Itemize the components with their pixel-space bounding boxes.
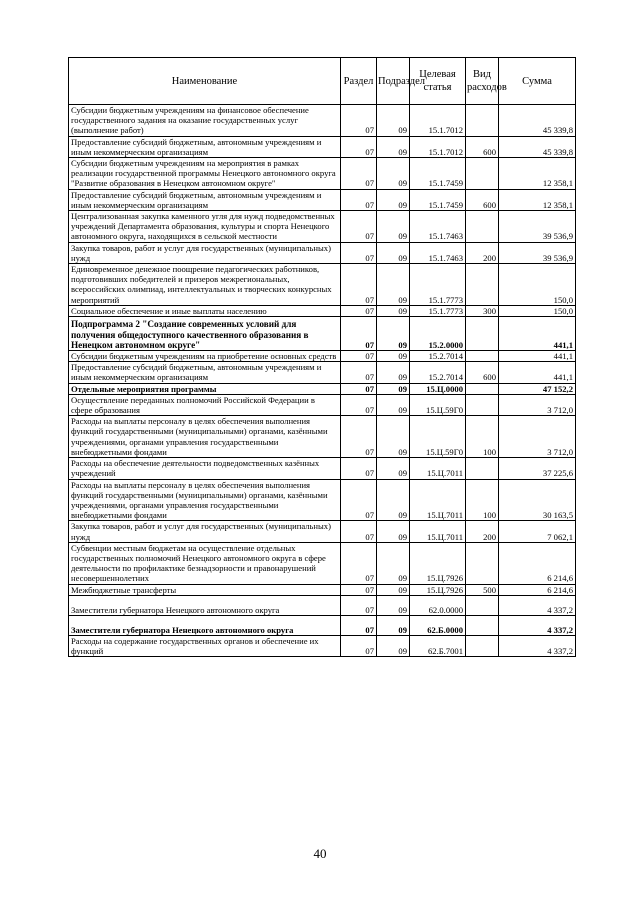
- row-subsection: 09: [377, 362, 410, 383]
- row-kind: 600: [466, 136, 499, 157]
- row-subsection: 09: [377, 305, 410, 316]
- row-name: Отдельные мероприятия программы: [69, 383, 341, 394]
- row-name: Осуществление переданных полномочий Российской Федерации в сфере образования: [69, 394, 341, 415]
- row-target: 15.Ц.0000: [410, 383, 466, 394]
- row-subsection: 09: [377, 479, 410, 521]
- row-section: 07: [341, 158, 377, 190]
- table-body: [69, 105, 576, 657]
- row-kind: 100: [466, 479, 499, 521]
- row-name: Расходы на выплаты персоналу в целях обеспечения выполнения функций государственными (муниципальными) органами, казёнными учреждениями, органами управления государственными внебюджетными фондами: [69, 416, 341, 458]
- row-section: 07: [341, 242, 377, 263]
- row-sum: 4 337,2: [499, 615, 576, 635]
- row-subsection: 09: [377, 158, 410, 190]
- table-row: [69, 189, 576, 210]
- row-kind: 200: [466, 242, 499, 263]
- table-row: [69, 416, 576, 458]
- table-row: [69, 542, 576, 584]
- table-row: [69, 158, 576, 190]
- row-name: Субсидии бюджетным учреждениям на приобретение основных средств: [69, 351, 341, 362]
- table-row: [69, 305, 576, 316]
- row-subsection: 09: [377, 189, 410, 210]
- row-kind: [466, 542, 499, 584]
- table-row: [69, 317, 576, 351]
- header-target: Целевая статья: [410, 58, 466, 105]
- row-name: Закупка товаров, работ и услуг для государственных (муниципальных) нужд: [69, 242, 341, 263]
- row-sum: 441,1: [499, 317, 576, 351]
- table-row: [69, 521, 576, 542]
- row-section: 07: [341, 635, 377, 656]
- row-sum: 39 536,9: [499, 211, 576, 243]
- header-name: Наименование: [69, 58, 341, 105]
- row-sum: 12 358,1: [499, 189, 576, 210]
- row-target: 15.Ц.7926: [410, 584, 466, 595]
- row-subsection: 09: [377, 211, 410, 243]
- row-subsection: 09: [377, 351, 410, 362]
- row-target: 15.1.7459: [410, 158, 466, 190]
- row-name: Предоставление субсидий бюджетным, автономным учреждениям и иным некоммерческим организациям: [69, 136, 341, 157]
- row-sum: 150,0: [499, 305, 576, 316]
- row-target: 15.Ц.59Г0: [410, 416, 466, 458]
- row-subsection: 09: [377, 542, 410, 584]
- row-sum: 45 339,8: [499, 136, 576, 157]
- row-subsection: 09: [377, 105, 410, 137]
- row-subsection: 09: [377, 383, 410, 394]
- row-sum: 47 152,2: [499, 383, 576, 394]
- row-target: 62.0.0000: [410, 595, 466, 615]
- budget-sheet: [68, 57, 575, 657]
- row-section: 07: [341, 383, 377, 394]
- table-row: [69, 394, 576, 415]
- row-section: 07: [341, 105, 377, 137]
- row-kind: [466, 317, 499, 351]
- row-subsection: 09: [377, 595, 410, 615]
- row-name: Субсидии бюджетным учреждениям на финансовое обеспечение государственного задания на оказание государственных услуг (выполнение работ): [69, 105, 341, 137]
- row-kind: [466, 615, 499, 635]
- table-row: [69, 264, 576, 306]
- row-kind: 500: [466, 584, 499, 595]
- row-sum: 150,0: [499, 264, 576, 306]
- row-sum: 3 712,0: [499, 416, 576, 458]
- row-section: 07: [341, 458, 377, 479]
- header-section: Раздел: [341, 58, 377, 105]
- row-section: 07: [341, 521, 377, 542]
- row-section: 07: [341, 416, 377, 458]
- row-subsection: 09: [377, 521, 410, 542]
- row-subsection: 09: [377, 584, 410, 595]
- row-kind: [466, 595, 499, 615]
- row-sum: 4 337,2: [499, 635, 576, 656]
- row-section: 07: [341, 189, 377, 210]
- row-name: Заместители губернатора Ненецкого автономного округа: [69, 595, 341, 615]
- row-name: Расходы на обеспечение деятельности подведомственных казённых учреждений: [69, 458, 341, 479]
- row-section: 07: [341, 305, 377, 316]
- table-row: [69, 242, 576, 263]
- row-kind: 600: [466, 362, 499, 383]
- row-sum: 7 062,1: [499, 521, 576, 542]
- row-target: 15.Ц.7011: [410, 521, 466, 542]
- row-sum: 37 225,6: [499, 458, 576, 479]
- row-kind: [466, 383, 499, 394]
- row-target: 15.Ц.7926: [410, 542, 466, 584]
- row-target: 15.1.7463: [410, 211, 466, 243]
- row-kind: [466, 105, 499, 137]
- row-target: 15.1.7012: [410, 105, 466, 137]
- row-target: 15.Ц.7011: [410, 458, 466, 479]
- row-subsection: 09: [377, 458, 410, 479]
- row-sum: 45 339,8: [499, 105, 576, 137]
- row-name: Заместители губернатора Ненецкого автономного округа: [69, 615, 341, 635]
- row-section: 07: [341, 595, 377, 615]
- header-subsection: Подраздел: [377, 58, 410, 105]
- row-subsection: 09: [377, 242, 410, 263]
- table-row: [69, 136, 576, 157]
- row-subsection: 09: [377, 317, 410, 351]
- row-name: Предоставление субсидий бюджетным, автономным учреждениям и иным некоммерческим организациям: [69, 362, 341, 383]
- row-target: 15.1.7773: [410, 264, 466, 306]
- row-kind: 100: [466, 416, 499, 458]
- table-row: [69, 458, 576, 479]
- row-kind: 600: [466, 189, 499, 210]
- row-target: 62.Б.0000: [410, 615, 466, 635]
- row-target: 15.Ц.7011: [410, 479, 466, 521]
- row-name: Предоставление субсидий бюджетным, автономным учреждениям и иным некоммерческим организациям: [69, 189, 341, 210]
- table-row: [69, 211, 576, 243]
- table-row: [69, 615, 576, 635]
- row-target: 15.1.7012: [410, 136, 466, 157]
- row-sum: 441,1: [499, 351, 576, 362]
- row-target: 15.2.7014: [410, 362, 466, 383]
- row-kind: 300: [466, 305, 499, 316]
- row-section: 07: [341, 211, 377, 243]
- row-subsection: 09: [377, 264, 410, 306]
- row-sum: 39 536,9: [499, 242, 576, 263]
- row-name: Социальное обеспечение и иные выплаты населению: [69, 305, 341, 316]
- row-sum: 441,1: [499, 362, 576, 383]
- row-target: 62.Б.7001: [410, 635, 466, 656]
- row-kind: [466, 635, 499, 656]
- row-section: 07: [341, 136, 377, 157]
- row-sum: 6 214,6: [499, 584, 576, 595]
- row-target: 15.1.7773: [410, 305, 466, 316]
- table-row: [69, 351, 576, 362]
- row-name: Подпрограмма 2 "Создание современных условий для получения общедоступного качественного образования в Ненецком автономном округе": [69, 317, 341, 351]
- row-sum: 12 358,1: [499, 158, 576, 190]
- row-target: 15.2.0000: [410, 317, 466, 351]
- row-target: 15.1.7463: [410, 242, 466, 263]
- row-target: 15.1.7459: [410, 189, 466, 210]
- row-subsection: 09: [377, 615, 410, 635]
- row-kind: [466, 394, 499, 415]
- row-kind: [466, 264, 499, 306]
- row-kind: [466, 211, 499, 243]
- row-name: Расходы на выплаты персоналу в целях обеспечения выполнения функций государственными (муниципальными) органами, казёнными учреждениями, органами управления государственными внебюджетными фондами: [69, 479, 341, 521]
- row-section: 07: [341, 351, 377, 362]
- row-name: Закупка товаров, работ и услуг для государственных (муниципальных) нужд: [69, 521, 341, 542]
- table-row: [69, 362, 576, 383]
- row-section: 07: [341, 394, 377, 415]
- row-name: Субсидии бюджетным учреждениям на мероприятия в рамках реализации государственной программы Ненецкого автономного округа "Развитие образования в Ненецком автономном округе": [69, 158, 341, 190]
- row-kind: [466, 458, 499, 479]
- header-sum: Сумма: [499, 58, 576, 105]
- row-subsection: 09: [377, 635, 410, 656]
- table-row: [69, 635, 576, 656]
- row-name: Расходы на содержание государственных органов и обеспечение их функций: [69, 635, 341, 656]
- row-name: Субвенции местным бюджетам на осуществление отдельных государственных полномочий Ненецкого автономного округа в сфере деятельности по профилактике безнадзорности и правонарушений несовершеннолетних: [69, 542, 341, 584]
- table-row: [69, 383, 576, 394]
- row-sum: 30 163,5: [499, 479, 576, 521]
- header-row: [69, 58, 576, 105]
- table-row: [69, 105, 576, 137]
- row-subsection: 09: [377, 136, 410, 157]
- row-section: 07: [341, 362, 377, 383]
- row-section: 07: [341, 317, 377, 351]
- row-section: 07: [341, 479, 377, 521]
- row-subsection: 09: [377, 416, 410, 458]
- row-kind: [466, 158, 499, 190]
- row-sum: 3 712,0: [499, 394, 576, 415]
- table-row: [69, 479, 576, 521]
- row-name: Межбюджетные трансферты: [69, 584, 341, 595]
- row-target: 15.2.7014: [410, 351, 466, 362]
- row-kind: [466, 351, 499, 362]
- header-kind: Вид расходов: [466, 58, 499, 105]
- row-section: 07: [341, 542, 377, 584]
- row-sum: 4 337,2: [499, 595, 576, 615]
- row-sum: 6 214,6: [499, 542, 576, 584]
- row-section: 07: [341, 264, 377, 306]
- row-section: 07: [341, 584, 377, 595]
- row-section: 07: [341, 615, 377, 635]
- row-target: 15.Ц.59Г0: [410, 394, 466, 415]
- row-name: Централизованная закупка каменного угля для нужд подведомственных учреждений Департамента образования, культуры и спорта Ненецкого автономного округа, находящихся в сельской местности: [69, 211, 341, 243]
- row-kind: 200: [466, 521, 499, 542]
- row-subsection: 09: [377, 394, 410, 415]
- page-number: 40: [313, 846, 327, 861]
- budget-table: [68, 57, 576, 657]
- row-name: Единовременное денежное поощрение педагогических работников, подготовивших победителей и призеров межрегиональных, всероссийских олимпиад, интеллектуальных и творческих конкурсных мероприятий: [69, 264, 341, 306]
- table-row: [69, 595, 576, 615]
- table-row: [69, 584, 576, 595]
